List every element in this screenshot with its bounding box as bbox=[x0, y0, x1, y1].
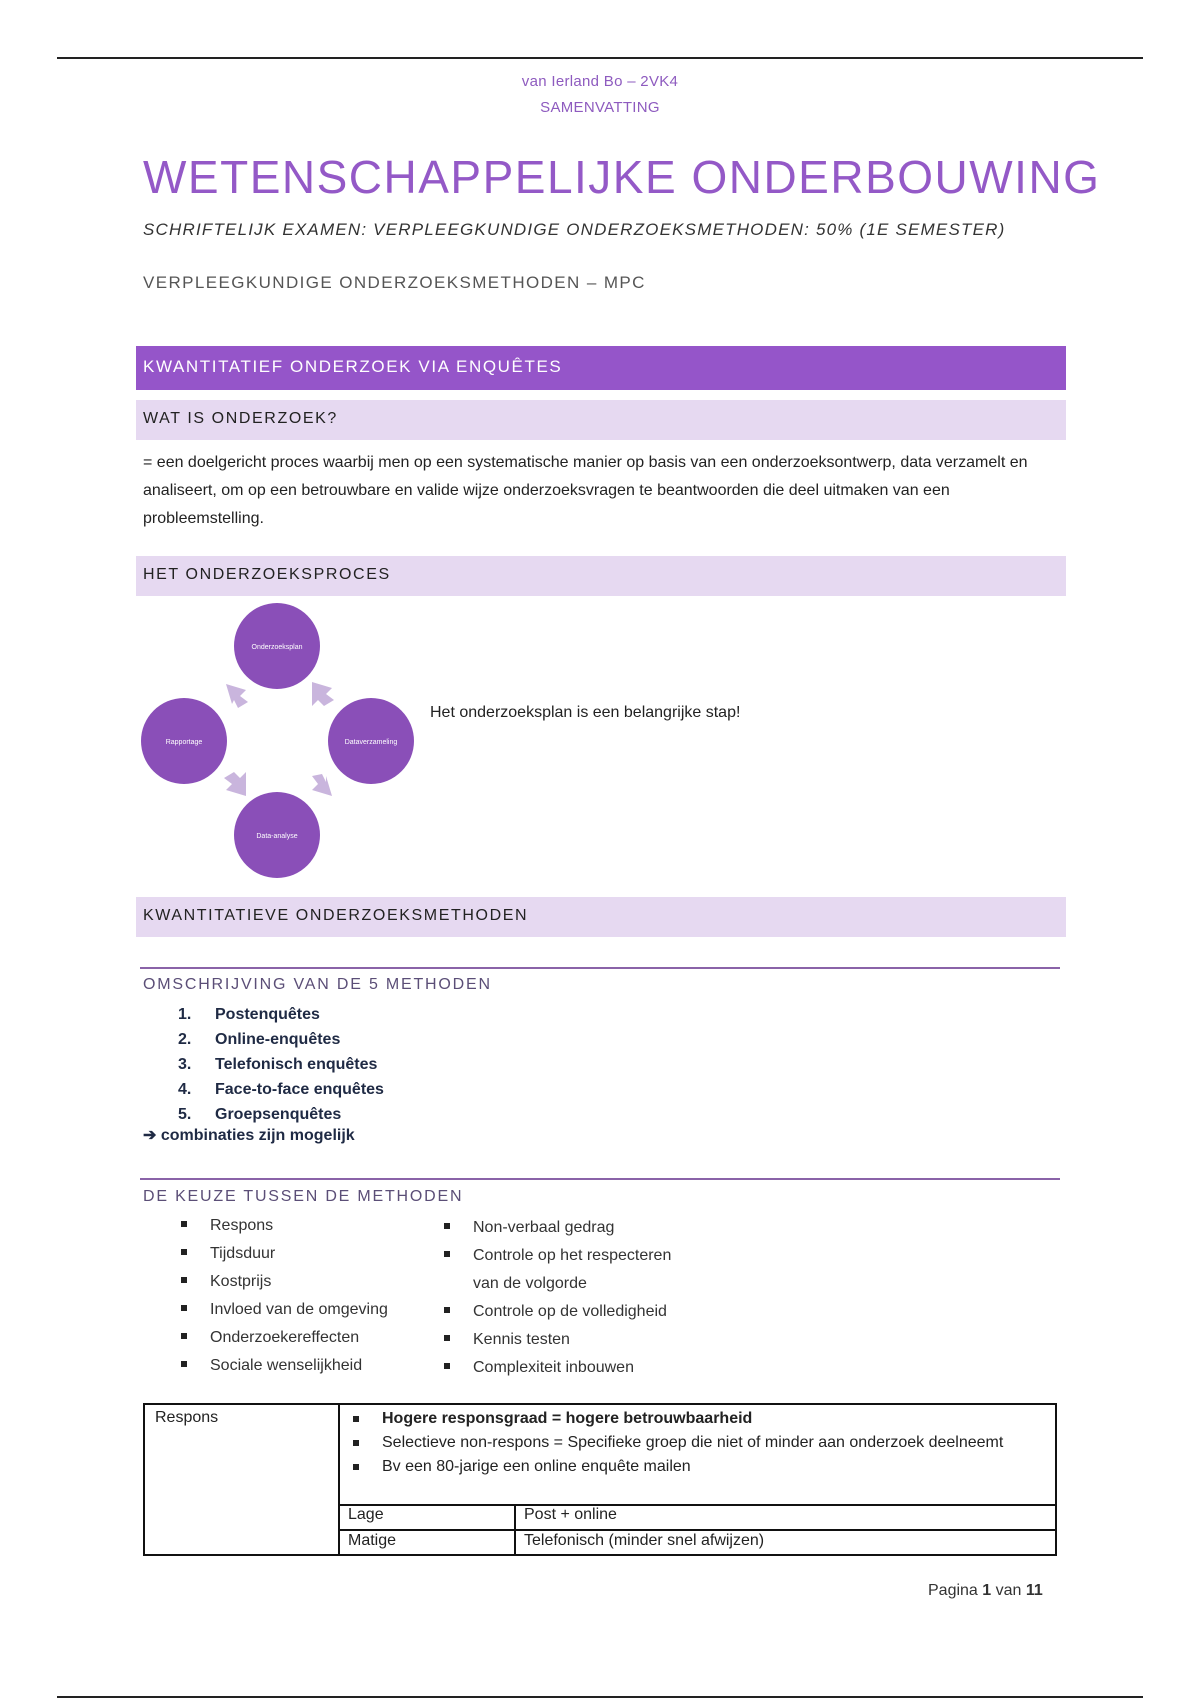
table-bullets bbox=[345, 1407, 1045, 1479]
list-item: Selectieve non-respons = Specifieke groep die niet of minder aan onderzoek deelneemt bbox=[345, 1431, 1045, 1455]
bullet-icon bbox=[444, 1307, 450, 1313]
cycle-arrow bbox=[226, 684, 248, 708]
bullet-icon bbox=[444, 1335, 450, 1341]
subsection-title-methods: OMSCHRIJVING VAN DE 5 METHODEN bbox=[143, 976, 492, 993]
page-number: Pagina 1 van 11 bbox=[928, 1582, 1043, 1599]
choice-criteria-right bbox=[439, 1214, 671, 1382]
list-item: 1. Postenquêtes bbox=[178, 1006, 320, 1023]
bullet-icon bbox=[181, 1361, 187, 1367]
section-heading-main: KWANTITATIEF ONDERZOEK VIA ENQUÊTES bbox=[136, 346, 1066, 390]
combinations-note: ➔ combinaties zijn mogelijk bbox=[143, 1127, 355, 1144]
cycle-step-label: Onderzoeksplan bbox=[251, 644, 303, 651]
table-divider bbox=[338, 1405, 340, 1554]
bullet-icon bbox=[181, 1249, 187, 1255]
bottom-rule bbox=[57, 1696, 1143, 1698]
research-process-cycle bbox=[136, 600, 426, 885]
list-item: Onderzoekereffecten bbox=[176, 1324, 388, 1352]
list-item: Bv een 80-jarige een online enquête mailen bbox=[345, 1455, 1045, 1479]
section-heading-methods: KWANTITATIEVE ONDERZOEKSMETHODEN bbox=[136, 897, 1066, 937]
subsection-rule bbox=[140, 967, 1060, 969]
header-author: van Ierland Bo – 2VK4 bbox=[521, 73, 679, 90]
list-item: Tijdsduur bbox=[176, 1240, 388, 1268]
list-item: Kennis testen bbox=[439, 1326, 671, 1354]
bullet-icon bbox=[444, 1363, 450, 1369]
list-item: Controle op het respecteren bbox=[439, 1242, 671, 1270]
cycle-arrow bbox=[312, 682, 334, 706]
subsection-title-choice: DE KEUZE TUSSEN DE METHODEN bbox=[143, 1188, 464, 1205]
top-rule bbox=[57, 57, 1143, 59]
list-item: Kostprijs bbox=[176, 1268, 388, 1296]
choice-criteria-left bbox=[176, 1212, 388, 1380]
bullet-icon bbox=[444, 1251, 450, 1257]
table-divider bbox=[340, 1529, 1055, 1531]
section-heading-process: HET ONDERZOEKSPROCES bbox=[136, 556, 1066, 596]
bullet-icon bbox=[353, 1440, 359, 1446]
bullet-icon bbox=[353, 1416, 359, 1422]
list-item: 4. Face-to-face enquêtes bbox=[178, 1081, 384, 1098]
table-cell: Lage bbox=[348, 1506, 384, 1523]
section-heading-what: WAT IS ONDERZOEK? bbox=[136, 400, 1066, 440]
list-item: Hogere responsgraad = hogere betrouwbaarheid bbox=[345, 1407, 1045, 1431]
subsection-rule bbox=[140, 1178, 1060, 1180]
table-divider bbox=[514, 1504, 516, 1556]
list-item: Complexiteit inbouwen bbox=[439, 1354, 671, 1382]
cycle-note: Het onderzoeksplan is een belangrijke stap! bbox=[430, 704, 741, 721]
list-item: Invloed van de omgeving bbox=[176, 1296, 388, 1324]
bullet-icon bbox=[353, 1464, 359, 1470]
table-cell: Telefonisch (minder snel afwijzen) bbox=[524, 1532, 765, 1549]
list-item: 2. Online-enquêtes bbox=[178, 1031, 341, 1048]
bullet-icon bbox=[181, 1333, 187, 1339]
header-type: SAMENVATTING bbox=[540, 99, 660, 116]
bullet-icon bbox=[181, 1221, 187, 1227]
course-name: VERPLEEGKUNDIGE ONDERZOEKSMETHODEN – MPC bbox=[143, 273, 646, 292]
list-item: Controle op de volledigheid bbox=[439, 1298, 671, 1326]
list-item: 5. Groepsenquêtes bbox=[178, 1106, 342, 1123]
bullet-icon bbox=[444, 1223, 450, 1229]
cycle-step-label: Dataverzameling bbox=[344, 739, 398, 746]
document-subtitle: SCHRIFTELIJK EXAMEN: VERPLEEGKUNDIGE ONDERZOEKSMETHODEN: 50% (1E SEMESTER) bbox=[143, 220, 1006, 239]
cycle-arrow bbox=[312, 774, 332, 796]
list-item: van de volgorde bbox=[473, 1275, 587, 1292]
cycle-arrows bbox=[224, 682, 334, 796]
table-cell: Post + online bbox=[524, 1506, 617, 1523]
bullet-icon bbox=[181, 1305, 187, 1311]
list-item: Non-verbaal gedrag bbox=[439, 1214, 671, 1242]
definition-paragraph: = een doelgericht proces waarbij men op een systematische manier op basis van een onderzoeksontwerp, data verzamelt en analiseert, om op een betrouwbare en valide wijze onderzoeksvragen te beantwoorden die deel uitmaken van een probleemstelling. bbox=[143, 454, 1028, 527]
arrow-icon: ➔ bbox=[143, 1127, 157, 1144]
table-row-label: Respons bbox=[155, 1409, 219, 1426]
table-divider bbox=[340, 1504, 1055, 1506]
cycle-step-label: Data-analyse bbox=[256, 833, 298, 840]
cycle-arrow bbox=[224, 772, 246, 796]
list-item: Respons bbox=[176, 1212, 388, 1240]
bullet-icon bbox=[181, 1277, 187, 1283]
methods-list bbox=[178, 1002, 384, 1127]
cycle-step-label: Rapportage bbox=[165, 739, 203, 746]
table-cell: Matige bbox=[348, 1532, 397, 1549]
respons-table bbox=[143, 1403, 1057, 1556]
list-item: 3. Telefonisch enquêtes bbox=[178, 1056, 378, 1073]
list-item: Sociale wenselijkheid bbox=[176, 1352, 388, 1380]
document-title: WETENSCHAPPELIJKE ONDERBOUWING bbox=[143, 151, 1101, 203]
